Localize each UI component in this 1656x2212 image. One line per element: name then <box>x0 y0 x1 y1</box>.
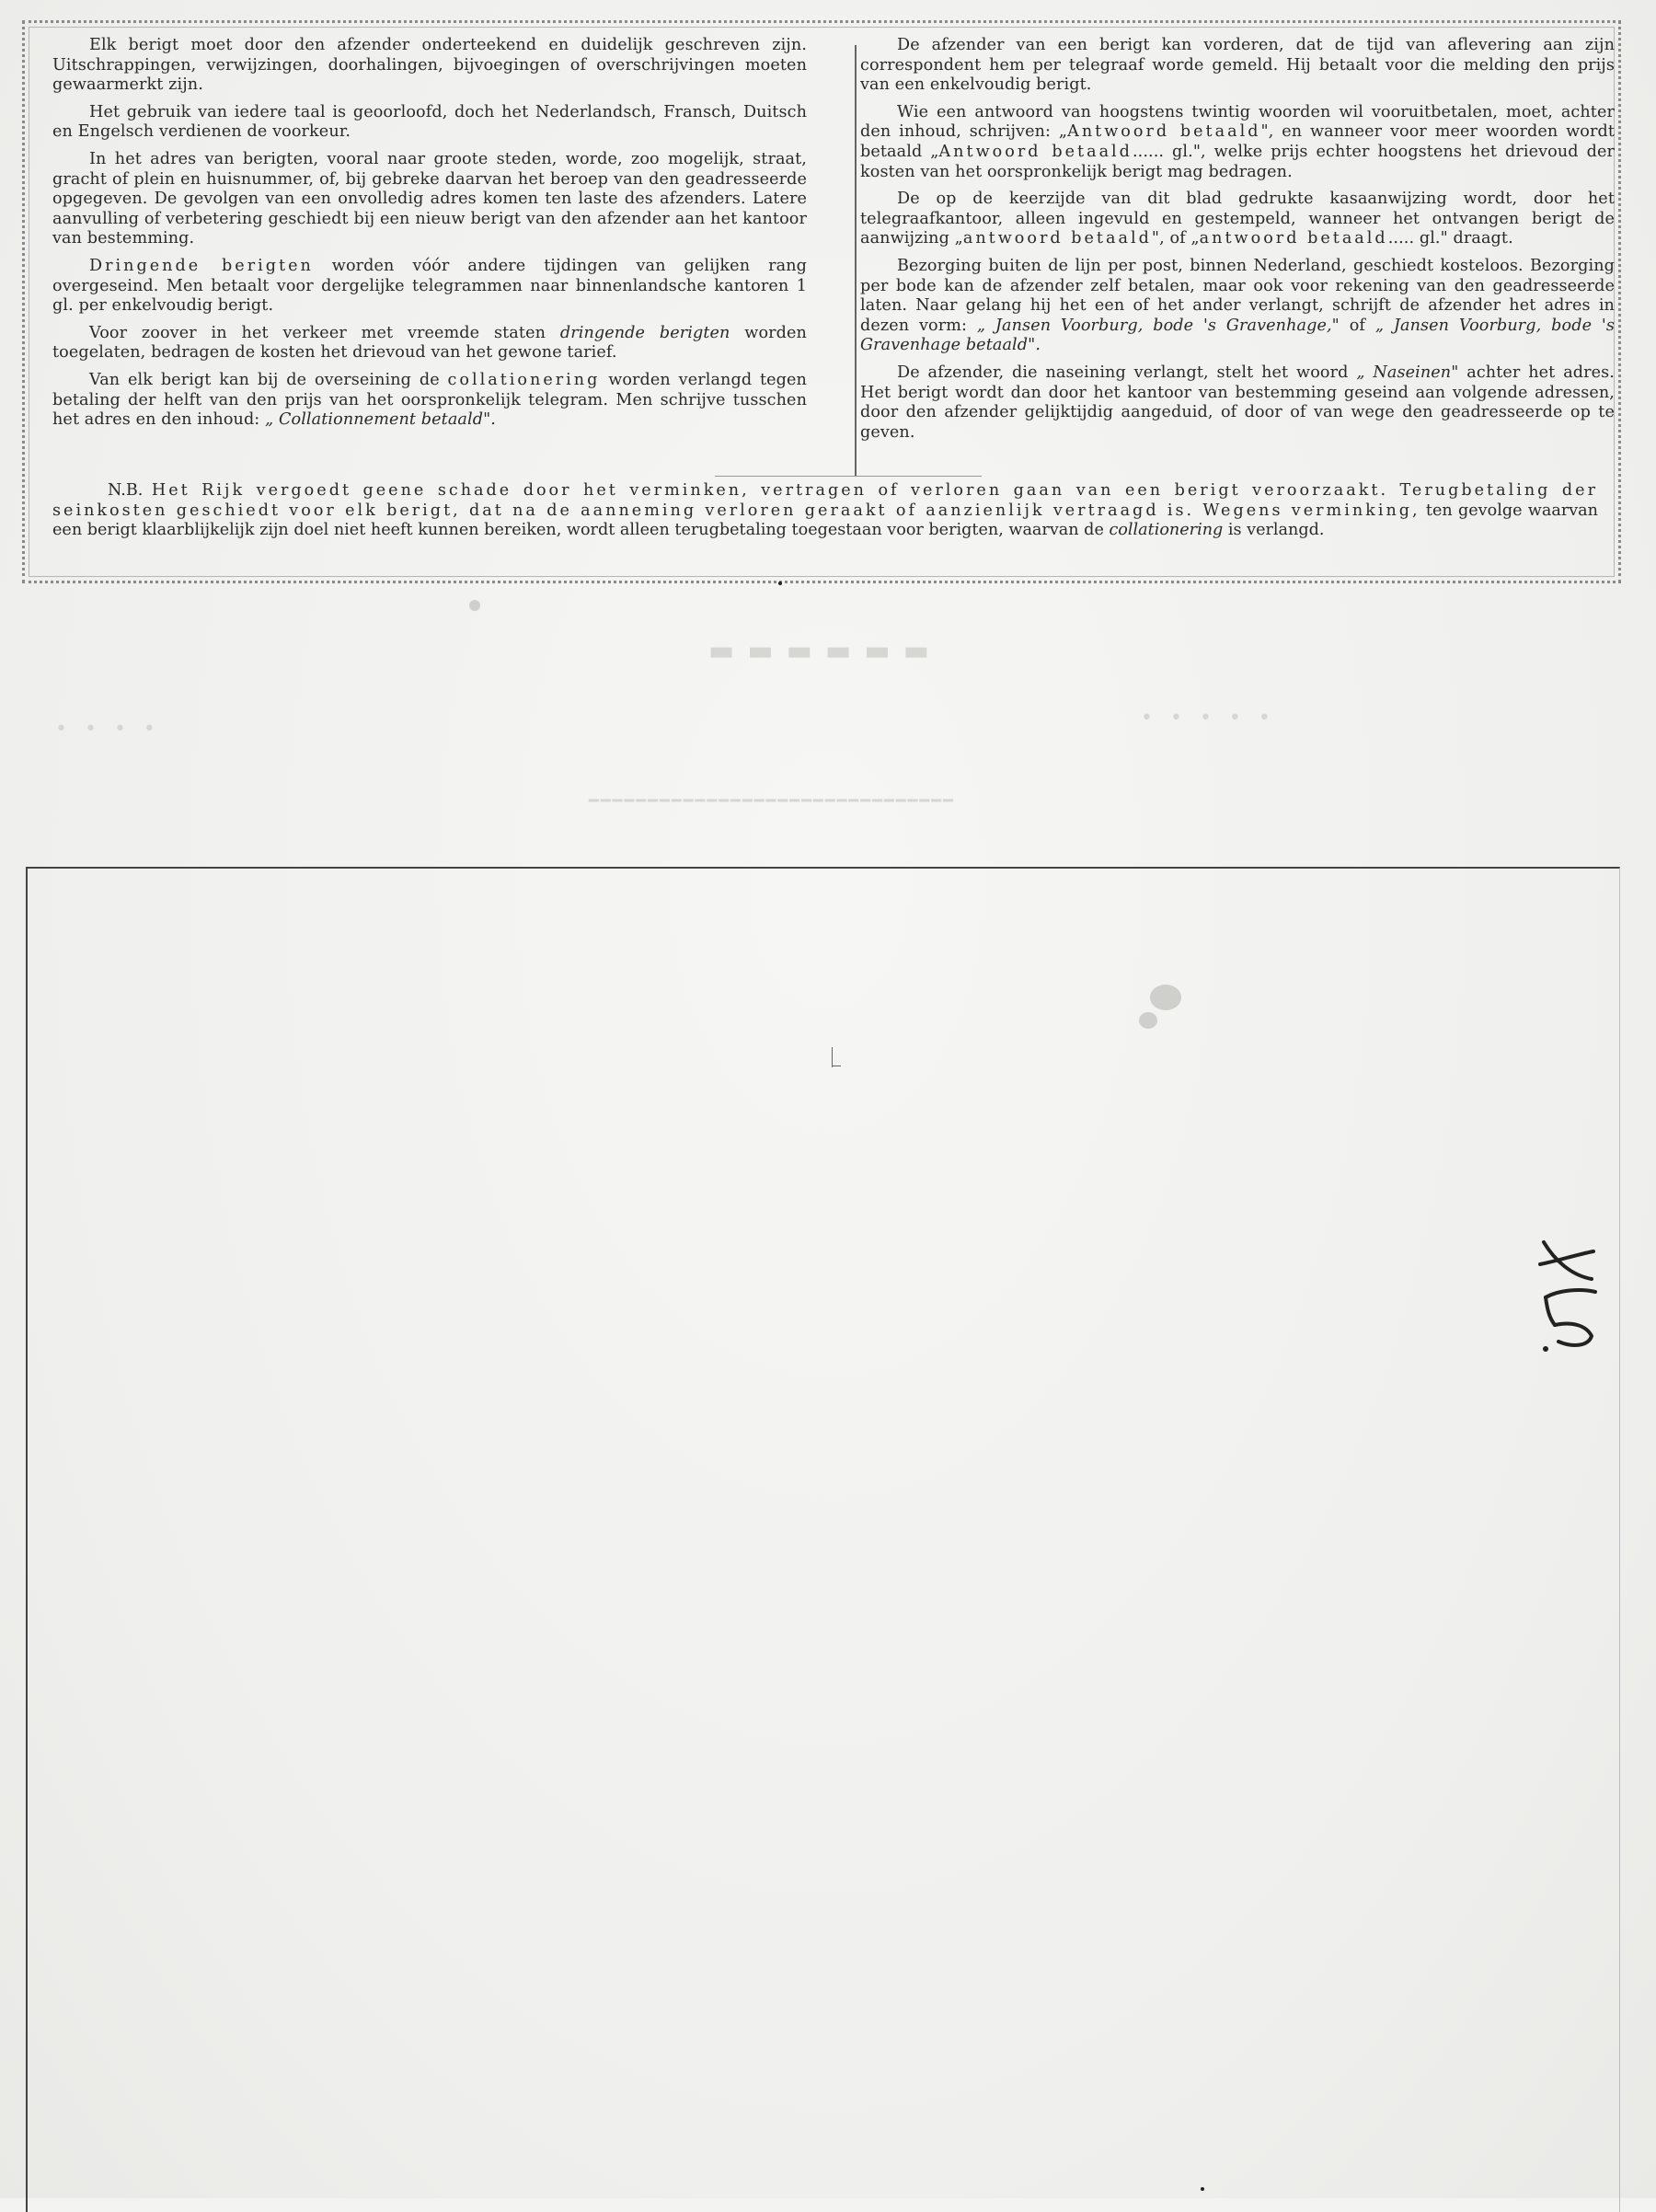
nb-emphasis: collationering <box>1109 521 1224 540</box>
ink-dot <box>778 582 782 585</box>
prepaid-term-1: Antwoord betaald <box>1067 122 1261 142</box>
paragraph-languages: Het gebruik van iedere taal is geoorloofd, doch het Nederlandsch, Fransch, Duitsch en Engelsch verdienen de voorkeur. <box>52 102 807 142</box>
voucher-text-c: ..... gl." draagt. <box>1387 229 1513 248</box>
delivery-text-a: Bezorging buiten de lijn per post, binnen Nederland, geschiedt kosteloos. Bezorging per bode kan de afzender zelf betalen, maar ook voor rekening van den geadresseerde laten. Naar gelang hij het een of het ander verlangt, schrijft de afzender het adres in dezen vorm: <box>860 256 1615 335</box>
right-column <box>860 36 1615 450</box>
paragraph-signature: Elk berigt moet door den afzender onderteekend en duidelijk geschreven zijn. Uitschrappingen, verwijzingen, doorhalingen, bijvoegingen of overschrijvingen moeten gewaarmerkt zijn. <box>52 36 807 95</box>
prepaid-term-2: Antwoord betaald <box>938 142 1133 161</box>
collation-instruction: „ Collationnement betaald". <box>265 410 496 430</box>
ink-dot <box>1201 2187 1204 2191</box>
nota-bene-paragraph <box>52 481 1598 541</box>
delivery-example-1: „ Jansen Voorburg, bode 's Gravenhage," <box>976 316 1340 335</box>
paragraph-delivery <box>860 257 1615 356</box>
foreign-text-b: worden toegelaten, bedragen de kosten het drievoud van het gewone tarief. <box>52 323 807 363</box>
frame-tick-mark <box>832 1047 833 1067</box>
prepaid-text-a: Wie een antwoord van hoogstens twintig woorden wil vooruitbetalen, moet, achter den inhoud, schrijven: „ <box>860 102 1615 142</box>
voucher-text-a: De op de keerzijde van dit blad gedrukte kasaanwijzing wordt, door het telegraafkantoor, alleen ingevuld en gestempeld, wanneer het ontvangen berigt de aanwijzing „ <box>860 190 1615 248</box>
collation-term: collationering <box>447 370 601 389</box>
blank-form-frame <box>26 867 1620 2212</box>
paragraph-prepaid-reply <box>860 103 1615 182</box>
voucher-text-b: ", of „ <box>1151 229 1200 248</box>
prepaid-text-b: ", en wanneer voor meer woorden wordt betaald „ <box>860 122 1615 161</box>
collation-text-a: Van elk berigt kan bij de overseining de <box>89 370 448 389</box>
bleed-through-text: ━━━━━━━━━━━━━━━━━━━━━━━━━━━━━━━ <box>589 791 955 811</box>
paragraph-cash-voucher <box>860 190 1615 249</box>
paragraph-forwarding <box>860 363 1615 443</box>
forwarding-text-a: De afzender, die naseining verlangt, stelt het woord <box>897 363 1357 382</box>
paragraph-collation <box>52 371 807 431</box>
paragraph-delivery-notice: De afzender van een berigt kan vorderen, dat de tijd van aflevering aan zijn correspondent hem per telegraaf worde gemeld. Hij betaalt voor die melding den prijs van een enkelvoudig berigt. <box>860 36 1615 95</box>
notice-columns <box>52 36 1615 468</box>
delivery-example-2: „ Jansen Voorburg, bode 's Gravenhage betaald". <box>860 316 1615 355</box>
nb-text-c: is verlangd. <box>1223 521 1325 540</box>
prepaid-text-c: ...... gl.", welke prijs echter hoogstens het drievoud der kosten van het oorspronkelijk berigt mag bedragen. <box>860 142 1615 181</box>
handwritten-number-mark <box>1527 1233 1610 1353</box>
nb-spaced-text: Het Rijk vergoedt geene schade door het verminken, vertragen of verloren gaan van een berigt veroorzaakt. Terugbetaling der seinkosten geschiedt voor elk berigt, dat na de aanneming verloren geraakt of aanzienlijk vertraagd is. Wegens verminking, <box>52 481 1598 520</box>
paper-speck <box>469 600 480 611</box>
nb-label: N.B. <box>108 481 152 500</box>
bleed-through-text: • • • • <box>55 718 161 741</box>
bleed-through-text: • • • • • <box>1141 707 1276 730</box>
voucher-term-2: antwoord betaald <box>1199 229 1388 248</box>
foreign-text-a: Voor zoover in het verkeer met vreemde staten <box>89 323 560 342</box>
bleed-through-text: ▬▬▬▬▬▬ <box>708 635 943 667</box>
delivery-text-b: of <box>1339 316 1375 335</box>
paragraph-address: In het adres van berigten, vooral naar groote steden, worde, zoo mogelijk, straat, gracht of plein en huisnummer, of, bij gebreke daarvan het beroep van den geadresseerde opgegeven. De gevolgen van een onvolledig adres komen ten laste des afzenders. Latere aanvulling of verbetering geschiedt bij een nieuw berigt van den afzender aan het kantoor van bestemming. <box>52 149 807 248</box>
rule-line <box>715 476 982 477</box>
collation-text-b: worden verlangd tegen betaling der helft van den prijs van het oorspronkelijk telegram. Men schrijve tusschen het adres en den inhoud: <box>52 370 807 430</box>
voucher-term-1: antwoord betaald <box>962 229 1152 248</box>
printed-notice-box <box>22 20 1621 583</box>
left-column <box>52 36 807 438</box>
paragraph-urgent <box>52 257 807 317</box>
forwarding-term: „ Naseinen" <box>1356 363 1459 382</box>
column-divider <box>855 45 857 476</box>
paragraph-foreign <box>52 324 807 363</box>
foreign-emphasis: dringende berigten <box>559 323 730 342</box>
urgent-heading: Dringende berigten <box>89 256 314 275</box>
forwarding-text-b: achter het adres. Het berigt wordt dan door het kantoor van bestemming geseind aan volgende adressen, door den afzender gelijktijdig aangeduid, of door of van wege den geadresseerde op te geven. <box>860 363 1615 442</box>
urgent-body: worden vóór andere tijdingen van gelijken rang overgeseind. Men betaalt voor dergelijke telegrammen naar binnenlandsche kantoren 1 gl. per enkelvoudig berigt. <box>52 256 807 316</box>
nb-text-b: ten gevolge waarvan een berigt klaarblijkelijk zijn doel niet heeft kunnen bereiken, wordt alleen terugbetaling toegestaan voor berigten, waarvan de <box>52 501 1598 540</box>
